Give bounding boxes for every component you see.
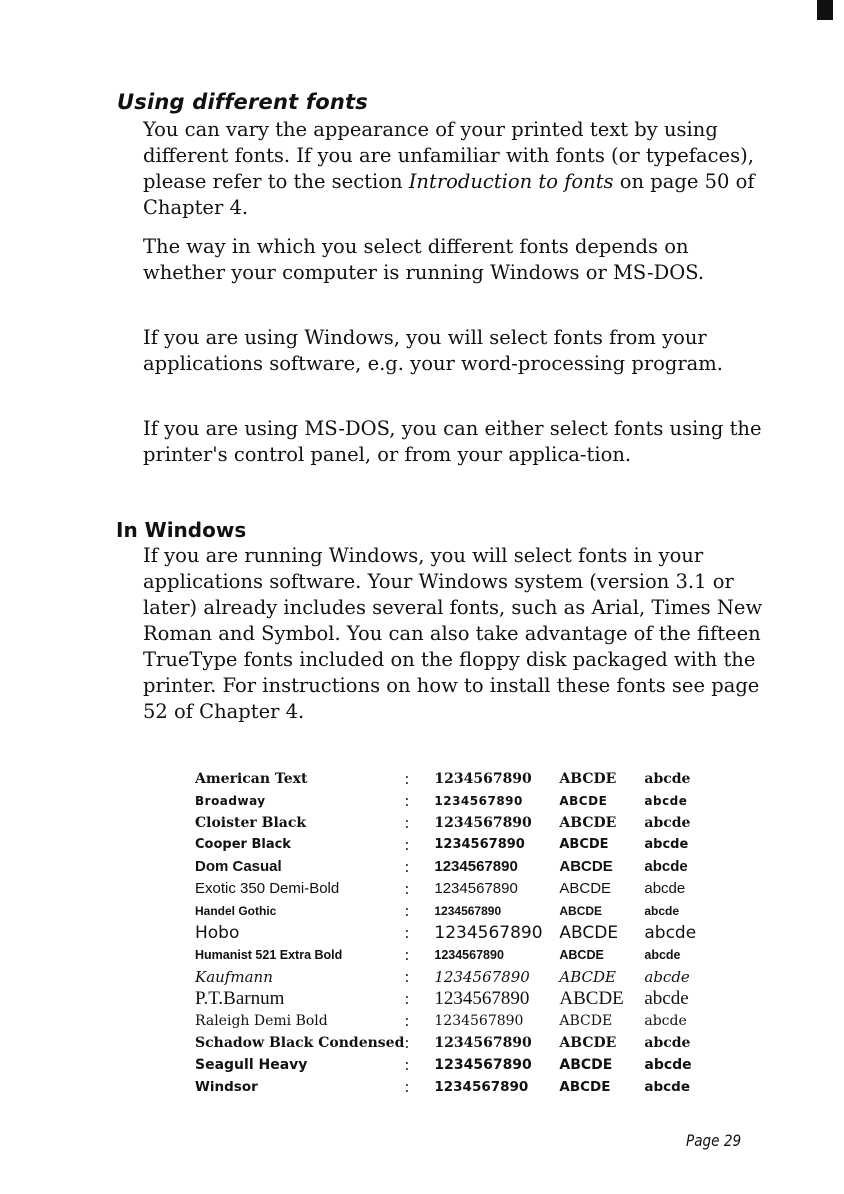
font-sample-row <box>195 856 704 878</box>
sample-uppercase: ABCDE <box>559 837 609 852</box>
sample-uppercase: ABCDE <box>559 1079 611 1095</box>
sample-uppercase: ABCDE <box>559 794 608 808</box>
separator: : <box>404 792 410 810</box>
font-name: Windsor <box>195 1079 258 1095</box>
separator: : <box>404 924 410 942</box>
section-title: Using different fonts <box>117 90 368 114</box>
sample-lowercase: abcde <box>644 815 691 831</box>
sample-uppercase: ABCDE <box>559 948 604 962</box>
paragraph-in-windows: If you are running Windows, you will select fonts in your applications software. Your Windows system (version 3.1 or later) already includes several fonts, such as Arial, Times New Roman and Symbol. You can also take advantage of the fifteen TrueType fonts included on the floppy disk packaged with the printer. For instructions on how to install these fonts see page 52 of Chapter 4. <box>143 544 763 723</box>
font-name: Schadow Black Condensed <box>195 1035 405 1051</box>
font-sample-row <box>195 878 704 900</box>
font-name: American Text <box>195 771 308 787</box>
sample-lowercase: abcde <box>644 880 686 897</box>
sample-digits: 1234567890 <box>434 948 504 962</box>
font-sample-row <box>195 812 704 834</box>
sample-uppercase: ABCDE <box>559 1057 613 1073</box>
font-name: Broadway <box>195 794 266 808</box>
sample-digits: 1234567890 <box>434 794 523 808</box>
separator: : <box>404 1034 410 1052</box>
sample-digits: 1234567890 <box>434 1057 532 1073</box>
sample-lowercase: abcde <box>644 837 689 852</box>
separator: : <box>404 902 410 920</box>
font-sample-row <box>195 988 704 1010</box>
sample-lowercase: abcde <box>644 794 688 808</box>
sample-digits: 1234567890 <box>434 1035 532 1051</box>
sample-digits: 1234567890 <box>434 837 525 852</box>
sample-lowercase: abcde <box>644 771 691 787</box>
font-name: Kaufmann <box>195 968 273 986</box>
font-sample-row <box>195 790 704 812</box>
sample-lowercase: abcde <box>644 988 689 1009</box>
subsection-title: In Windows <box>116 518 247 542</box>
separator: : <box>404 858 410 876</box>
sample-uppercase: ABCDE <box>559 923 619 943</box>
font-name: Cloister Black <box>195 815 307 831</box>
font-name: Handel Gothic <box>195 904 277 918</box>
sample-uppercase: ABCDE <box>559 968 616 986</box>
paragraph-windows-note: If you are using Windows, you will select fonts from your applications software, e.g. your word-processing program. <box>143 326 724 375</box>
corner-mark <box>817 0 833 20</box>
font-sample-row <box>195 1054 704 1076</box>
paragraph-intro-b: on page 50 of Chapter 4. <box>143 170 755 219</box>
separator: : <box>404 990 410 1008</box>
sample-uppercase: ABCDE <box>559 771 617 787</box>
font-name: Cooper Black <box>195 837 291 852</box>
font-sample-row <box>195 1076 704 1098</box>
font-sample-table <box>195 768 704 1098</box>
sample-digits: 1234567890 <box>434 880 518 897</box>
font-name: Humanist 521 Extra Bold <box>195 948 343 962</box>
separator: : <box>404 836 410 854</box>
sample-lowercase: abcde <box>644 923 697 943</box>
sample-uppercase: ABCDE <box>559 1013 613 1029</box>
separator: : <box>404 1078 410 1096</box>
font-sample-row <box>195 966 704 988</box>
sample-lowercase: abcde <box>644 1013 687 1029</box>
separator: : <box>404 770 410 788</box>
font-name: Hobo <box>195 923 240 943</box>
sample-digits: 1234567890 <box>434 1013 524 1029</box>
sample-digits: 1234567890 <box>434 988 530 1009</box>
paragraph-selection: The way in which you select different fonts depends on whether your computer is running Windows or MS-DOS. <box>143 235 705 284</box>
cross-reference: Introduction to fonts <box>408 170 614 193</box>
font-sample-row <box>195 834 704 856</box>
font-name: Raleigh Demi Bold <box>195 1013 328 1029</box>
sample-digits: 1234567890 <box>434 1079 529 1095</box>
sample-digits: 1234567890 <box>434 968 530 986</box>
sample-uppercase: ABCDE <box>559 904 603 918</box>
sample-lowercase: abcde <box>644 968 690 986</box>
sample-digits: 1234567890 <box>434 815 532 831</box>
sample-lowercase: abcde <box>644 1057 692 1073</box>
sample-lowercase: abcde <box>644 904 680 918</box>
sample-lowercase: abcde <box>644 858 688 875</box>
sample-digits: 1234567890 <box>434 771 532 787</box>
font-sample-row <box>195 900 704 922</box>
sample-digits: 1234567890 <box>434 858 518 875</box>
sample-lowercase: abcde <box>644 948 681 962</box>
paragraph-intro <box>143 117 763 221</box>
sample-lowercase: abcde <box>644 1079 690 1095</box>
sample-lowercase: abcde <box>644 1035 691 1051</box>
sample-uppercase: ABCDE <box>559 988 624 1009</box>
separator: : <box>404 814 410 832</box>
sample-digits: 1234567890 <box>434 904 502 918</box>
separator: : <box>404 1012 410 1030</box>
font-sample-row <box>195 944 704 966</box>
font-sample-row <box>195 922 704 944</box>
font-name: P.T.Barnum <box>195 988 285 1009</box>
sample-uppercase: ABCDE <box>559 815 617 831</box>
font-sample-row <box>195 1010 704 1032</box>
sample-uppercase: ABCDE <box>559 858 613 875</box>
separator: : <box>404 1056 410 1074</box>
separator: : <box>404 968 410 986</box>
font-sample-row <box>195 1032 704 1054</box>
font-name: Exotic 350 Demi-Bold <box>195 880 340 897</box>
font-sample-row <box>195 768 704 790</box>
font-name: Seagull Heavy <box>195 1057 308 1073</box>
paragraph-msdos-note: If you are using MS-DOS, you can either select fonts using the printer's control panel, or from your applica-tion. <box>143 417 762 466</box>
separator: : <box>404 880 410 898</box>
sample-uppercase: ABCDE <box>559 1035 617 1051</box>
page-number: Page 29 <box>686 1131 742 1150</box>
sample-uppercase: ABCDE <box>559 880 612 897</box>
paragraph-intro-a: You can vary the appearance of your printed text by using different fonts. If you are unfamiliar with fonts (or typefaces), please refer to the section <box>143 118 754 193</box>
font-name: Dom Casual <box>195 858 282 875</box>
separator: : <box>404 946 410 964</box>
sample-digits: 1234567890 <box>434 923 543 943</box>
